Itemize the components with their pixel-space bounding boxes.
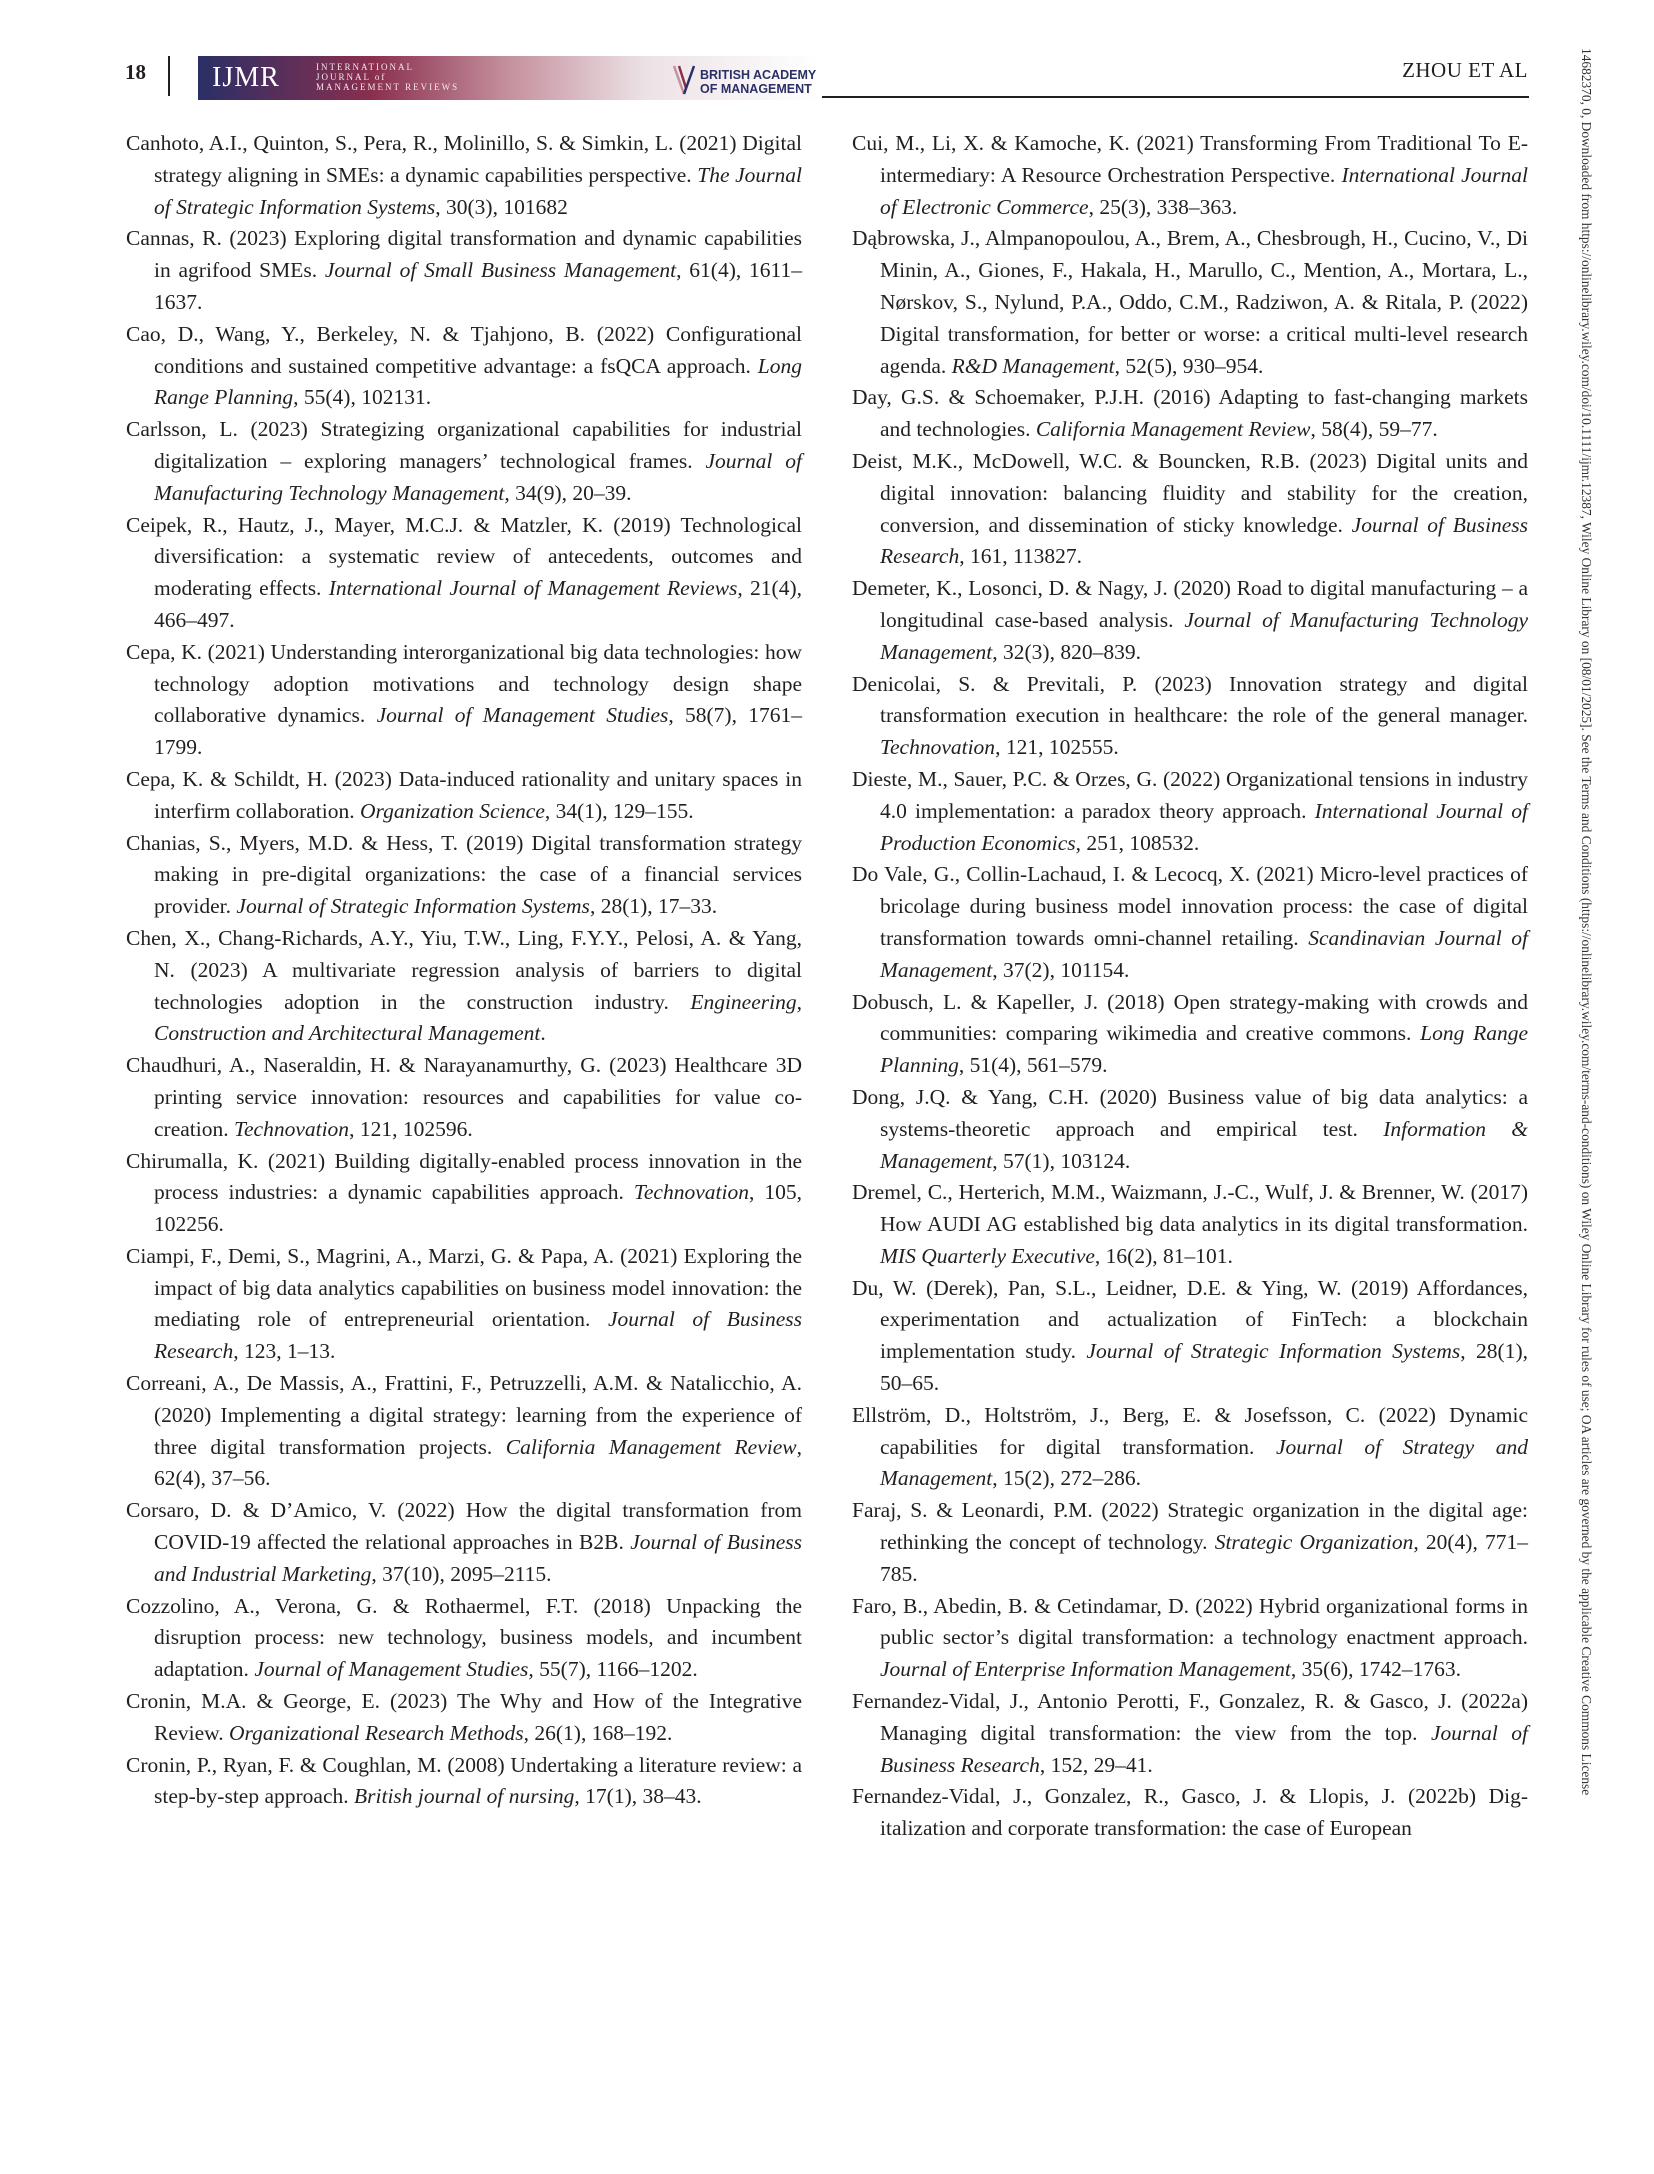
reference-entry <box>126 1146 802 1241</box>
reference-entry <box>126 1241 802 1368</box>
reference-authors-text: Cronin, P., Ryan, F. & Coughlan, M. (2008) Undertaking a literature review: a step-by-step approach. <box>126 1752 802 1809</box>
journal-subtitle-line: INTERNATIONAL <box>316 62 414 72</box>
reference-source-title: Journal of Manufacturing Technology Management <box>154 448 803 505</box>
reference-entry <box>126 319 802 414</box>
reference-source-title: Journal of Enterprise Information Management <box>880 1657 1291 1682</box>
reference-volume-pages: , 251, 108532. <box>1075 830 1200 855</box>
publisher-logo <box>672 64 832 104</box>
reference-volume-pages: , 25(3), 338–363. <box>1088 194 1238 219</box>
reference-volume-pages: , 21(4), 466–497. <box>154 576 802 632</box>
reference-volume-pages: , 17(1), 38–43. <box>574 1784 702 1809</box>
reference-volume-pages: , 105, 102256. <box>154 1180 803 1237</box>
reference-source-title: Organization Science <box>359 798 545 823</box>
reference-volume-pages: , 26(1), 168–192. <box>523 1720 673 1745</box>
reference-entry <box>852 1400 1528 1495</box>
reference-entry <box>852 1495 1528 1590</box>
reference-authors-text: Chaudhuri, A., Naseraldin, H. & Narayanamurthy, G. (2023) Healthcare 3D printing service innovation: resources and capabilities for value co-creation. <box>126 1053 802 1141</box>
reference-source-title: R&D Management <box>951 353 1115 378</box>
reference-source-title: Journal of Strategy and Management <box>880 1434 1528 1491</box>
reference-source-title: Journal of Management Studies <box>376 703 669 728</box>
reference-entry <box>852 382 1528 446</box>
reference-source-title: Long Range Planning <box>154 353 802 410</box>
publisher-name <box>700 68 816 96</box>
reference-source-title: Journal of Manufacturing Technology Management <box>880 607 1528 664</box>
reference-source-title: Journal of Business and Industrial Marketing <box>154 1530 802 1586</box>
reference-source-title: California Management Review <box>1035 417 1311 442</box>
reference-volume-pages: , 55(4), 102131. <box>293 385 432 410</box>
reference-entry <box>126 1591 802 1686</box>
publisher-mark-icon <box>672 64 696 98</box>
reference-authors-text: Fernandez-Vidal, J., Antonio Perotti, F., Gonzalez, R. & Gasco, J. (2022a) Managing digital transformation: the view from the top. <box>852 1689 1528 1745</box>
references-left-column <box>126 128 802 1813</box>
reference-entry <box>126 223 802 318</box>
reference-authors-text: Cannas, R. (2023) Exploring digital transformation and dynamic capabilities in agrifood SMEs. <box>126 226 802 283</box>
reference-volume-pages: , 20(4), 771–785. <box>880 1530 1528 1586</box>
reference-source-title: International Journal of Production Economics <box>880 798 1528 855</box>
reference-entry <box>126 1686 802 1750</box>
reference-authors-text: Cozzolino, A., Verona, G. & Rothaermel, F.T. (2018) Unpacking the disruption process: new technology, business models, and incumbent adaptation. <box>126 1593 802 1682</box>
reference-authors-text: Dąbrowska, J., Almpanopoulou, A., Brem, A., Chesbrough, H., Cucino, V., Di Minin, A., Giones, F., Hakala, H., Marullo, C., Mention, A., Mortara, L., Nørskov, S., Nylund, P.A., Oddo, C.M., Radziwon, A. & Ritala, P. (2022) Digital transformation, for better or worse: a critical multi-level research agenda. <box>852 226 1528 378</box>
reference-source-title: International Journal of Electronic Commerce <box>880 162 1528 219</box>
reference-volume-pages: , 35(6), 1742–1763. <box>1290 1657 1462 1682</box>
reference-entry <box>126 637 802 764</box>
reference-entry <box>852 1273 1528 1400</box>
header-rule <box>822 96 1529 98</box>
reference-volume-pages: , 121, 102555. <box>995 735 1119 760</box>
reference-authors-text: Chen, X., Chang-Richards, A.Y., Yiu, T.W., Ling, F.Y.Y., Pelosi, A. & Yang, N. (2023) A multivariate regression analysis of barriers to digital technologies adoption in the construction industry. <box>126 925 802 1014</box>
reference-source-title: The Journal of Strategic Information Systems <box>154 162 802 219</box>
reference-volume-pages: , 16(2), 81–101. <box>1094 1243 1233 1268</box>
reference-source-title: Strategic Organization <box>1214 1530 1414 1555</box>
reference-volume-pages: , 37(10), 2095–2115. <box>371 1561 552 1586</box>
reference-source-title: California Management Review <box>505 1434 797 1459</box>
journal-logo: IJMR <box>212 62 280 93</box>
reference-entry <box>852 987 1528 1082</box>
reference-volume-pages: , 37(2), 101154. <box>992 957 1130 982</box>
reference-entry <box>852 128 1528 223</box>
page-number: 18 <box>125 60 146 84</box>
reference-authors-text: Correani, A., De Massis, A., Frattini, F., Petruzzelli, A.M. & Natalicchio, A. (2020) Implementing a digital strategy: learning from the experience of three digital transformation projects. <box>126 1371 802 1459</box>
reference-authors-text: Cepa, K. (2021) Understanding interorganizational big data technologies: how technology adoption motivations and technology design shape collaborative dynamics. <box>126 639 802 728</box>
reference-volume-pages: , 123, 1–13. <box>233 1339 336 1364</box>
reference-source-title: Journal of Business Research <box>154 1307 802 1364</box>
reference-entry <box>126 923 802 1050</box>
reference-authors-text: Demeter, K., Losonci, D. & Nagy, J. (2020) Road to digital manufacturing – a longitudinal case-based analysis. <box>852 576 1528 632</box>
publisher-line: OF MANAGEMENT <box>700 82 812 96</box>
reference-entry <box>852 1781 1528 1845</box>
reference-authors-text: Denicolai, S. & Previtali, P. (2023) Innovation strategy and digital transformation execution in healthcare: the role of the general manager. <box>852 671 1528 728</box>
reference-source-title: Journal of Strategic Information Systems <box>1086 1339 1461 1364</box>
reference-entry <box>126 1495 802 1590</box>
reference-entry <box>852 1591 1528 1686</box>
running-head: ZHOU ET AL <box>1402 58 1528 82</box>
reference-volume-pages: , 161, 113827. <box>959 544 1083 569</box>
reference-source-title: International Journal of Management Reviews <box>328 576 738 601</box>
reference-volume-pages: , 32(3), 820–839. <box>992 639 1141 664</box>
reference-volume-pages: , 30(3), 101682 <box>435 194 568 219</box>
reference-authors-text: Fernandez-Vidal, J., Gonzalez, R., Gasco, J. & Llopis, J. (2022b) Digitalization and corporate transformation: the case of European <box>852 1784 1528 1841</box>
reference-source-title: Journal of Business Research <box>880 512 1529 569</box>
reference-entry <box>852 446 1528 573</box>
reference-source-title: British journal of nursing <box>354 1784 575 1809</box>
reference-volume-pages: . <box>540 1021 546 1046</box>
reference-source-title: Technovation <box>880 735 996 760</box>
reference-volume-pages: , 152, 29–41. <box>1039 1752 1153 1777</box>
reference-authors-text: Cao, D., Wang, Y., Berkeley, N. & Tjahjono, B. (2022) Configurational conditions and sustained competitive advantage: a fsQCA approach. <box>126 321 802 378</box>
reference-authors-text: Day, G.S. & Schoemaker, P.J.H. (2016) Adapting to fast-changing markets and technologies. <box>852 385 1528 442</box>
reference-volume-pages: , 15(2), 272–286. <box>992 1466 1141 1491</box>
header-divider <box>168 56 170 96</box>
reference-entry <box>852 573 1528 668</box>
reference-entry <box>852 1082 1528 1177</box>
reference-volume-pages: , 58(7), 1761–1799. <box>154 703 802 760</box>
reference-authors-text: Du, W. (Derek), Pan, S.L., Leidner, D.E. & Ying, W. (2019) Affordances, experimentation and actualization of FinTech: a blockchain implementation study. <box>852 1275 1528 1364</box>
reference-source-title: MIS Quarterly Executive <box>880 1243 1095 1268</box>
reference-entry <box>126 1368 802 1495</box>
reference-volume-pages: , 58(4), 59–77. <box>1310 417 1438 442</box>
references-right-column <box>852 128 1528 1845</box>
reference-source-title: Journal of Strategic Information Systems <box>236 894 590 919</box>
reference-entry <box>852 1686 1528 1781</box>
reference-authors-text: Cepa, K. & Schildt, H. (2023) Data-induced rationality and unitary spaces in interfirm collaboration. <box>126 766 802 823</box>
reference-source-title: Journal of Small Business Management <box>324 258 677 283</box>
reference-source-title: Organizational Research Methods <box>229 1720 524 1745</box>
reference-entry <box>126 510 802 637</box>
reference-entry <box>126 414 802 509</box>
reference-entry <box>852 223 1528 382</box>
reference-authors-text: Cronin, M.A. & George, E. (2023) The Why and How of the Integrative Review. <box>126 1689 802 1745</box>
reference-authors-text: Dong, J.Q. & Yang, C.H. (2020) Business value of big data analytics: a systems-theoretic approach and empirical test. <box>852 1084 1528 1141</box>
reference-volume-pages: , 57(1), 103124. <box>992 1148 1131 1173</box>
reference-volume-pages: , 55(7), 1166–1202. <box>528 1657 698 1682</box>
reference-authors-text: Dieste, M., Sauer, P.C. & Orzes, G. (2022) Organizational tensions in industry 4.0 implementation: a paradox theory approach. <box>852 766 1528 823</box>
reference-volume-pages: , 28(1), 50–65. <box>880 1339 1528 1396</box>
reference-authors-text: Chanias, S., Myers, M.D. & Hess, T. (2019) Digital transformation strategy making in pre-digital organizations: the case of a financial services provider. <box>126 830 802 919</box>
reference-source-title: Engineering, Construction and Architectural Management <box>154 989 802 1046</box>
reference-source-title: Technovation <box>234 1116 350 1141</box>
reference-authors-text: Ceipek, R., Hautz, J., Mayer, M.C.J. & Matzler, K. (2019) Technological diversification: a systematic review of antecedents, outcomes and moderating effects. <box>126 512 802 601</box>
reference-entry <box>852 859 1528 986</box>
reference-source-title: Journal of Management Studies <box>254 1657 529 1682</box>
reference-entry <box>126 828 802 923</box>
reference-authors-text: Dremel, C., Herterich, M.M., Waizmann, J.-C., Wulf, J. & Brenner, W. (2017) How AUDI AG established big data analytics in its digital transformation. <box>852 1180 1528 1237</box>
reference-entry <box>126 1750 802 1814</box>
reference-volume-pages: , 34(9), 20–39. <box>504 480 632 505</box>
reference-source-title: Information & Management <box>880 1116 1529 1173</box>
reference-volume-pages: , 61(4), 1611–1637. <box>154 258 802 314</box>
reference-authors-text: Faraj, S. & Leonardi, P.M. (2022) Strategic organization in the digital age: rethinking the concept of technology. <box>852 1498 1528 1555</box>
journal-subtitle <box>316 62 459 92</box>
reference-source-title: Long Range Planning <box>880 1021 1528 1078</box>
reference-authors-text: Corsaro, D. & D’Amico, V. (2022) How the digital transformation from COVID-19 affected the relational approaches in B2B. <box>126 1498 802 1555</box>
reference-volume-pages: , 51(4), 561–579. <box>958 1053 1108 1078</box>
publisher-line: BRITISH ACADEMY <box>700 68 817 82</box>
reference-source-title: Journal of Business Research <box>880 1720 1528 1777</box>
reference-volume-pages: , 28(1), 17–33. <box>589 894 718 919</box>
page-header <box>0 0 1654 110</box>
reference-entry <box>126 1050 802 1145</box>
reference-authors-text: Cui, M., Li, X. & Kamoche, K. (2021) Transforming From Traditional To E-intermediary: A Resource Orchestration Perspective. <box>852 131 1528 187</box>
journal-subtitle-line: JOURNAL of <box>316 72 387 82</box>
reference-authors-text: Deist, M.K., McDowell, W.C. & Bouncken, R.B. (2023) Digital units and digital innovation: balancing fluidity and stability for the creation, conversion, and dissemination of sticky knowledge. <box>852 448 1528 537</box>
reference-entry <box>126 128 802 223</box>
reference-entry <box>852 1177 1528 1272</box>
reference-volume-pages: , 52(5), 930–954. <box>1114 353 1264 378</box>
reference-volume-pages: , 34(1), 129–155. <box>544 798 694 823</box>
reference-authors-text: Dobusch, L. & Kapeller, J. (2018) Open strategy-making with crowds and communities: comparing wikimedia and creative commons. <box>852 989 1528 1046</box>
reference-volume-pages: , 121, 102596. <box>349 1116 473 1141</box>
reference-source-title: Technovation <box>633 1180 749 1205</box>
reference-authors-text: Chirumalla, K. (2021) Building digitally-enabled process innovation in the process industries: a dynamic capabilities approach. <box>126 1148 802 1205</box>
reference-authors-text: Ellström, D., Holtström, J., Berg, E. & Josefsson, C. (2022) Dynamic capabilities for digital transformation. <box>852 1402 1528 1459</box>
reference-authors-text: Carlsson, L. (2023) Strategizing organizational capabilities for industrial digitalization – exploring managers’ technological frames. <box>126 417 802 473</box>
reference-authors-text: Canhoto, A.I., Quinton, S., Pera, R., Molinillo, S. & Simkin, L. (2021) Digital strategy aligning in SMEs: a dynamic capabilities perspective. <box>126 131 802 187</box>
reference-authors-text: Faro, B., Abedin, B. & Cetindamar, D. (2022) Hybrid organizational forms in public sector’s digital transformation: a technology enactment approach. <box>852 1593 1528 1650</box>
reference-entry <box>852 764 1528 859</box>
download-notice: 14682370, 0, Downloaded from https://onlinelibrary.wiley.com/doi/10.1111/ijmr.12387, Wiley Online Library on [08/01/2025]. See the Terms and Conditions (https://onlinelibrary.wiley.com/terms-and-conditions) on Wiley Online Library for rules of use; OA articles are governed by the applicable Creative Commons License <box>1579 48 1594 1796</box>
reference-source-title: Scandinavian Journal of Management <box>880 925 1529 982</box>
reference-authors-text: Ciampi, F., Demi, S., Magrini, A., Marzi, G. & Papa, A. (2021) Exploring the impact of big data analytics capabilities on business model innovation: the mediating role of entrepreneurial orientation. <box>126 1243 802 1332</box>
reference-entry <box>126 764 802 828</box>
reference-authors-text: Do Vale, G., Collin-Lachaud, I. & Lecocq, X. (2021) Micro-level practices of bricolage during business model innovation process: the case of digital transformation towards omni-channel retailing. <box>852 862 1528 950</box>
reference-volume-pages: , 62(4), 37–56. <box>154 1434 803 1491</box>
reference-entry <box>852 669 1528 764</box>
journal-subtitle-line: MANAGEMENT REVIEWS <box>316 82 460 92</box>
